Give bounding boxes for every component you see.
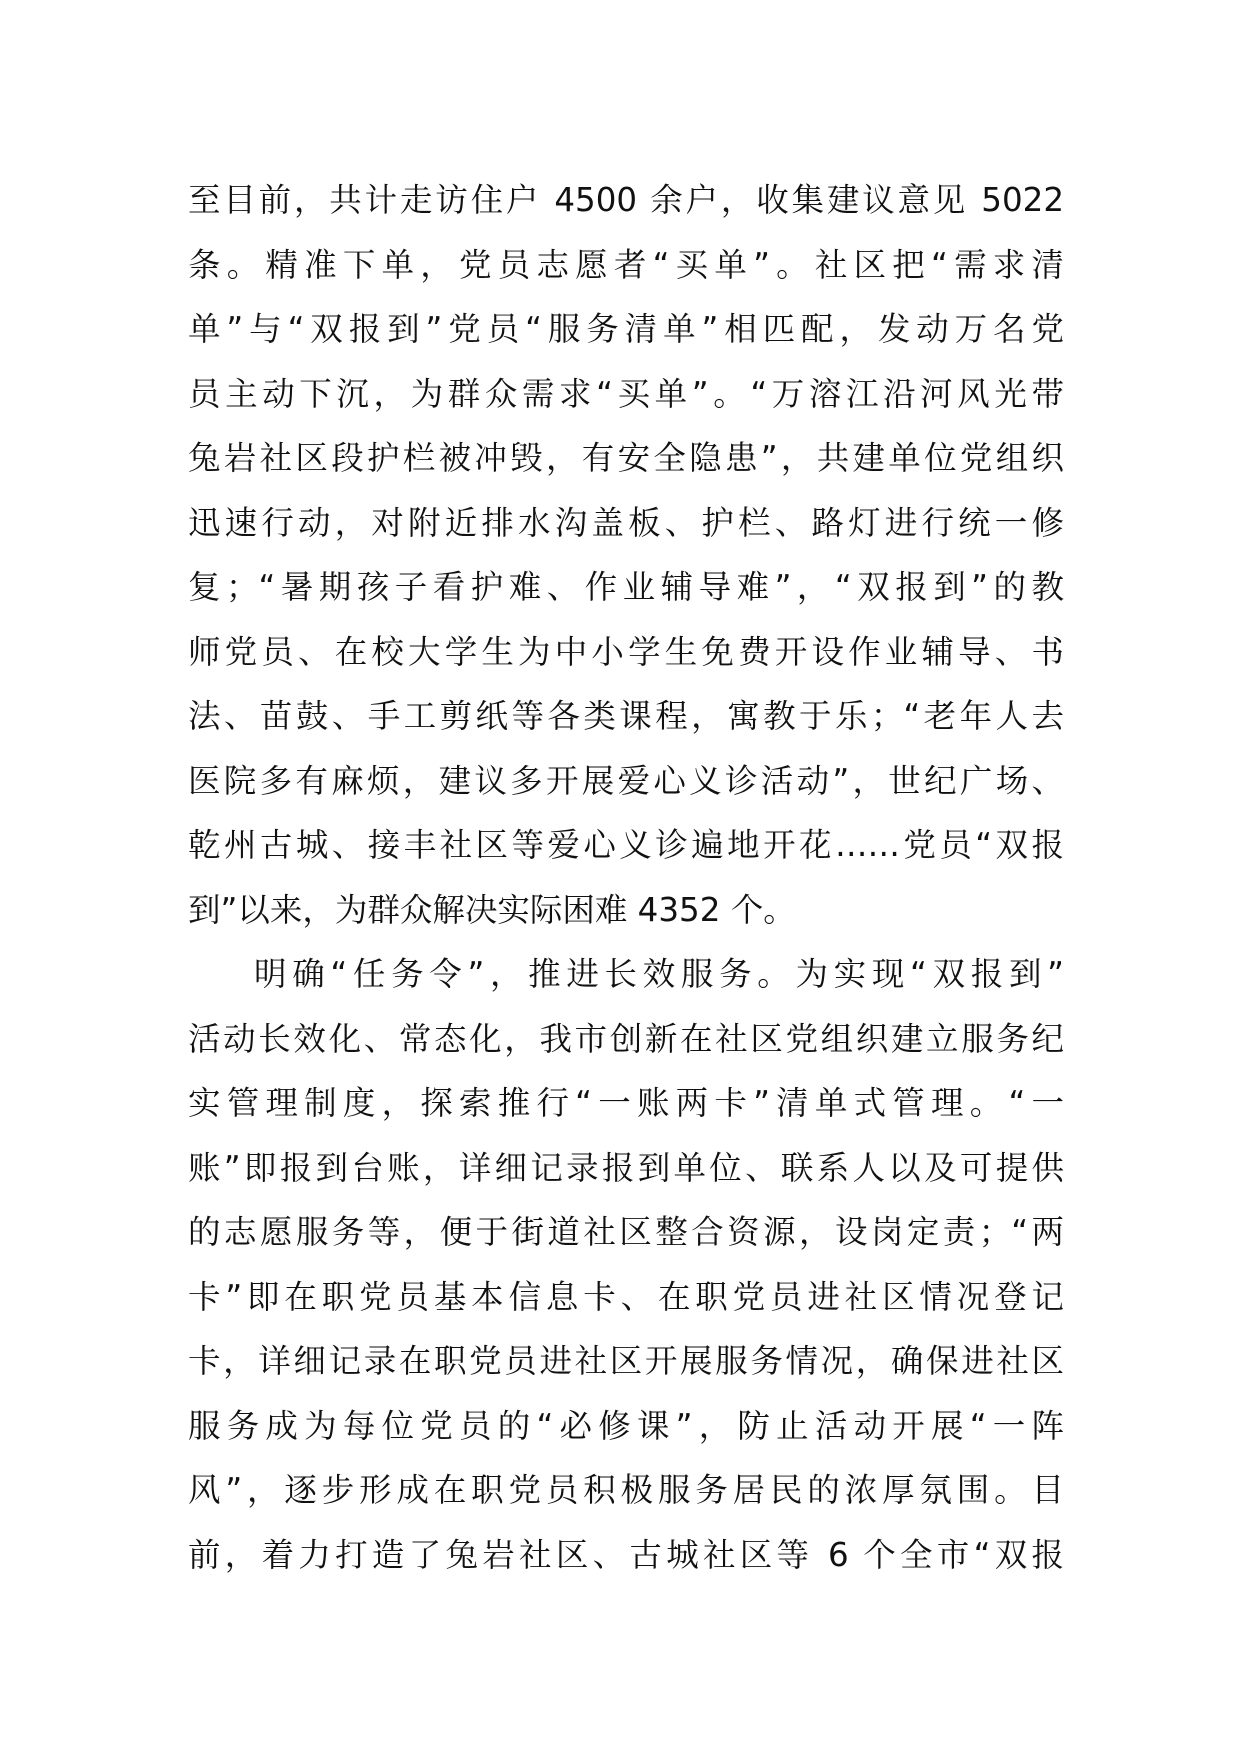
text-line: 兔岩社区段护栏被冲毁，有安全隐患”，共建单位党组织: [188, 439, 1064, 477]
text-line: 卡，详细记录在职党员进社区开展服务情况，确保进社区: [188, 1342, 1064, 1380]
text-line: 实管理制度，探索推行“一账两卡”清单式管理。“一: [188, 1084, 1064, 1122]
text-line: 至目前，共计走访住户 4500 余户，收集建议意见 5022: [188, 181, 1064, 219]
text-line: 员主动下沉，为群众需求“买单”。“万溶江沿河风光带: [188, 374, 1064, 413]
text-line: 账”即报到台账，详细记录报到单位、联系人以及可提供: [188, 1148, 1064, 1187]
text-line: 法、苗鼓、手工剪纸等各类课程，寓教于乐；“老年人去: [188, 697, 1064, 735]
text-line: 服务成为每位党员的“必修课”，防止活动开展“一阵: [188, 1406, 1064, 1445]
text-line: 的志愿服务等，便于街道社区整合资源，设岗定责；“两: [188, 1213, 1064, 1251]
text-line: 前，着力打造了兔岩社区、古城社区等 6 个全市“双报: [188, 1535, 1064, 1574]
text-line: 风”，逐步形成在职党员积极服务居民的浓厚氛围。目: [188, 1471, 1064, 1509]
text-line: 到”以来，为群众解决实际困难 4352 个。: [188, 890, 796, 929]
text-line: 活动长效化、常态化，我市创新在社区党组织建立服务纪: [188, 1019, 1064, 1058]
body-text: [188, 168, 1064, 1587]
text-line: 条。精准下单，党员志愿者“买单”。社区把“需求清: [188, 245, 1064, 284]
text-line: 迅速行动，对附近排水沟盖板、护栏、路灯进行统一修: [188, 503, 1064, 542]
text-line: 师党员、在校大学生为中小学生免费开设作业辅导、书: [188, 632, 1064, 671]
text-line: 卡”即在职党员基本信息卡、在职党员进社区情况登记: [188, 1277, 1064, 1316]
text-line: 单”与“双报到”党员“服务清单”相匹配，发动万名党: [188, 310, 1064, 348]
text-line: 医院多有麻烦，建议多开展爱心义诊活动”，世纪广场、: [188, 761, 1064, 800]
paragraph-heading-line: 明确“任务令”，推进长效服务。为实现“双报到”: [254, 955, 1064, 993]
text-line: 乾州古城、接丰社区等爱心义诊遍地开花……党员“双报: [188, 826, 1064, 864]
text-line: 复；“暑期孩子看护难、作业辅导难”，“双报到”的教: [188, 568, 1064, 606]
